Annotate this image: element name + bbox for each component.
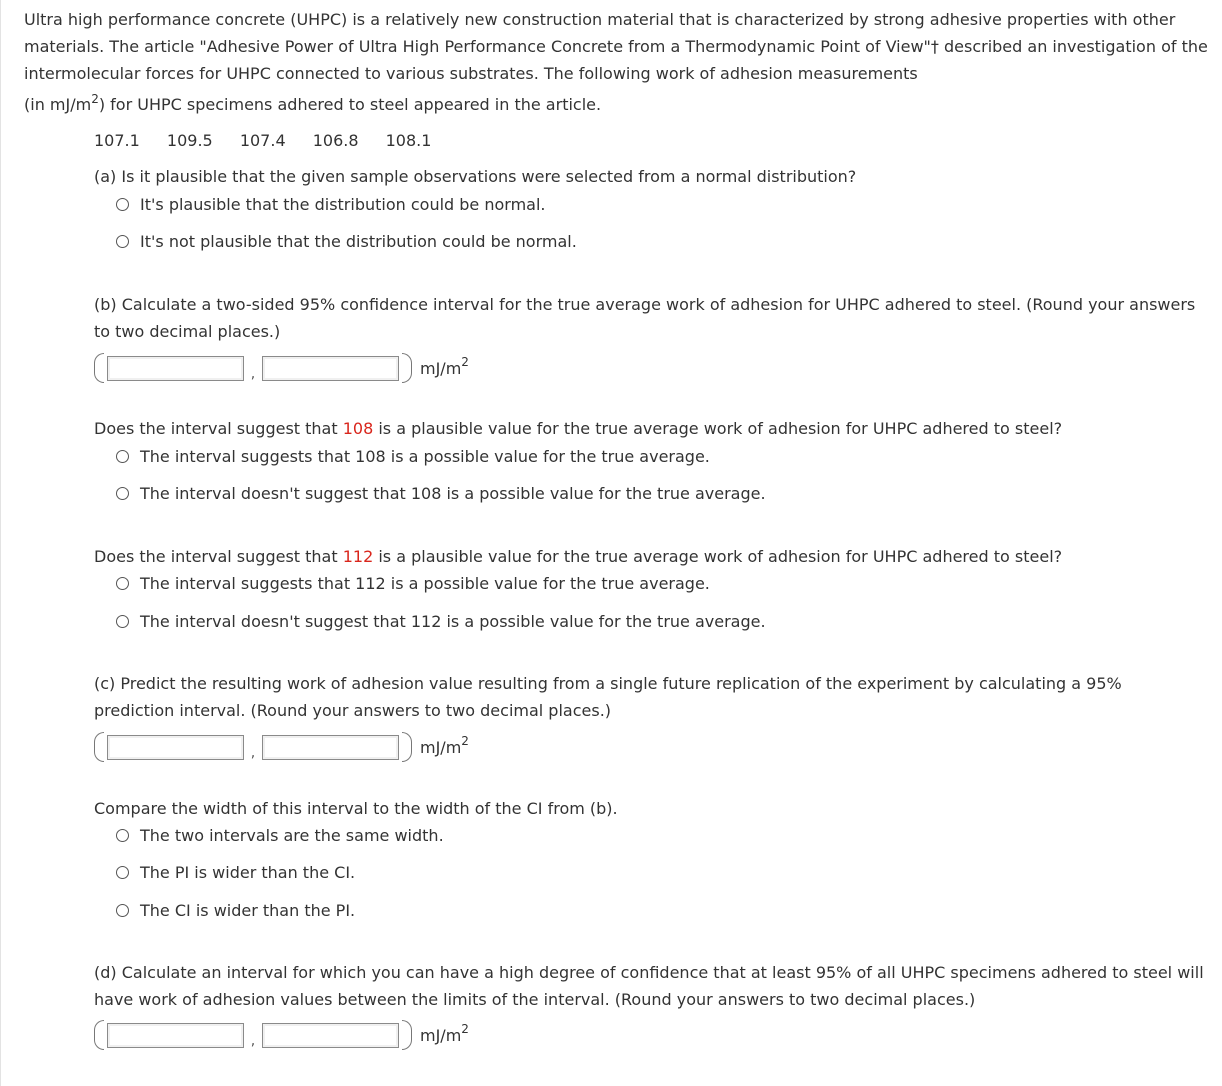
part-a-question: (a) Is it plausible that the given sample observations were selected from a normal distribution?: [94, 167, 857, 186]
intro-unit-line: (in $mJ/m^2$) for UHPC specimens adhered to steel appeared in the article.: [24, 91, 602, 114]
part-b-112-option-no[interactable]: The interval doesn't suggest that 112 is a possible value for the true average.: [116, 610, 766, 632]
data-value: 108.1: [385, 131, 432, 150]
highlight-value-108: 108: [342, 419, 374, 438]
unit-label: $mJ/m^2$: [420, 1022, 469, 1045]
part-a-option-not-plausible[interactable]: It's not plausible that the distribution could be normal.: [116, 230, 577, 252]
radio-button[interactable]: [116, 235, 129, 248]
part-c-compare-question: Compare the width of this interval to the width of the CI from (b).: [94, 799, 618, 818]
part-c-question: (c) Predict the resulting work of adhesion value resulting from a single future replication of the experiment by calculating a 95% prediction interval. (Round your answers to two decimal places.): [94, 674, 1122, 720]
part-c-interval: [94, 729, 469, 765]
unit-label: $mJ/m^2$: [420, 734, 469, 757]
unit-label: $mJ/m^2$: [420, 355, 469, 378]
part-d-question: (d) Calculate an interval for which you can have a high degree of confidence that at least 95% of all UHPC specimens adhered to steel will have work of adhesion values between the limits of the interval. (Round your answers to two decimal places.): [94, 963, 1204, 1009]
part-c-upper-input[interactable]: [262, 735, 399, 760]
part-b-108-option-yes[interactable]: The interval suggests that 108 is a possible value for the true average.: [116, 445, 710, 467]
right-paren: [402, 732, 412, 762]
radio-button[interactable]: [116, 829, 129, 842]
part-b-question: (b) Calculate a two-sided 95% confidence interval for the true average work of adhesion for UHPC adhered to steel. (Round your answers to two decimal places.): [94, 295, 1196, 341]
left-paren: [94, 732, 104, 762]
data-value: 107.1: [94, 131, 140, 150]
comma: ,: [250, 366, 256, 382]
part-d-interval: [94, 1017, 469, 1053]
part-c-lower-input[interactable]: [107, 735, 244, 760]
highlight-value-112: 112: [342, 547, 374, 566]
problem-intro: [24, 6, 1214, 118]
right-paren: [402, 353, 412, 383]
part-b-112-option-yes[interactable]: The interval suggests that 112 is a possible value for the true average.: [116, 572, 710, 594]
comma: ,: [250, 745, 256, 761]
part-b-112-question: Does the interval suggest that 112 is a plausible value for the true average work of adhesion for UHPC adhered to steel?: [94, 547, 1063, 566]
part-a-option-plausible[interactable]: It's plausible that the distribution could be normal.: [116, 193, 546, 215]
part-b-108-option-no[interactable]: The interval doesn't suggest that 108 is a possible value for the true average.: [116, 482, 766, 504]
radio-button[interactable]: [116, 198, 129, 211]
right-paren: [402, 1020, 412, 1050]
part-c-option-ci-wider[interactable]: The CI is wider than the PI.: [116, 899, 355, 921]
data-values: [94, 131, 453, 150]
part-d-lower-input[interactable]: [107, 1023, 244, 1048]
radio-button[interactable]: [116, 577, 129, 590]
part-b-108-question: Does the interval suggest that 108 is a plausible value for the true average work of adhesion for UHPC adhered to steel?: [94, 419, 1063, 438]
left-paren: [94, 1020, 104, 1050]
part-b-upper-input[interactable]: [262, 356, 399, 381]
radio-button[interactable]: [116, 487, 129, 500]
data-value: 109.5: [166, 131, 213, 150]
part-b-lower-input[interactable]: [107, 356, 244, 381]
part-d-upper-input[interactable]: [262, 1023, 399, 1048]
part-b-interval: [94, 350, 469, 386]
data-value: 107.4: [239, 131, 286, 150]
part-c-option-same-width[interactable]: The two intervals are the same width.: [116, 824, 444, 846]
left-paren: [94, 353, 104, 383]
comma: ,: [250, 1033, 256, 1049]
radio-button[interactable]: [116, 866, 129, 879]
radio-button[interactable]: [116, 615, 129, 628]
radio-button[interactable]: [116, 904, 129, 917]
intro-text: Ultra high performance concrete (UHPC) is a relatively new construction material that is characterized by strong adhesive properties with other materials. The article "Adhesive Power of Ultra High Performance Concrete from a Thermodynamic Point of View"† described an investigation of the intermolecular forces for UHPC connected to various substrates. The following work of adhesion measurements: [24, 10, 1208, 83]
data-value: 106.8: [312, 131, 359, 150]
radio-button[interactable]: [116, 450, 129, 463]
part-c-option-pi-wider[interactable]: The PI is wider than the CI.: [116, 861, 355, 883]
